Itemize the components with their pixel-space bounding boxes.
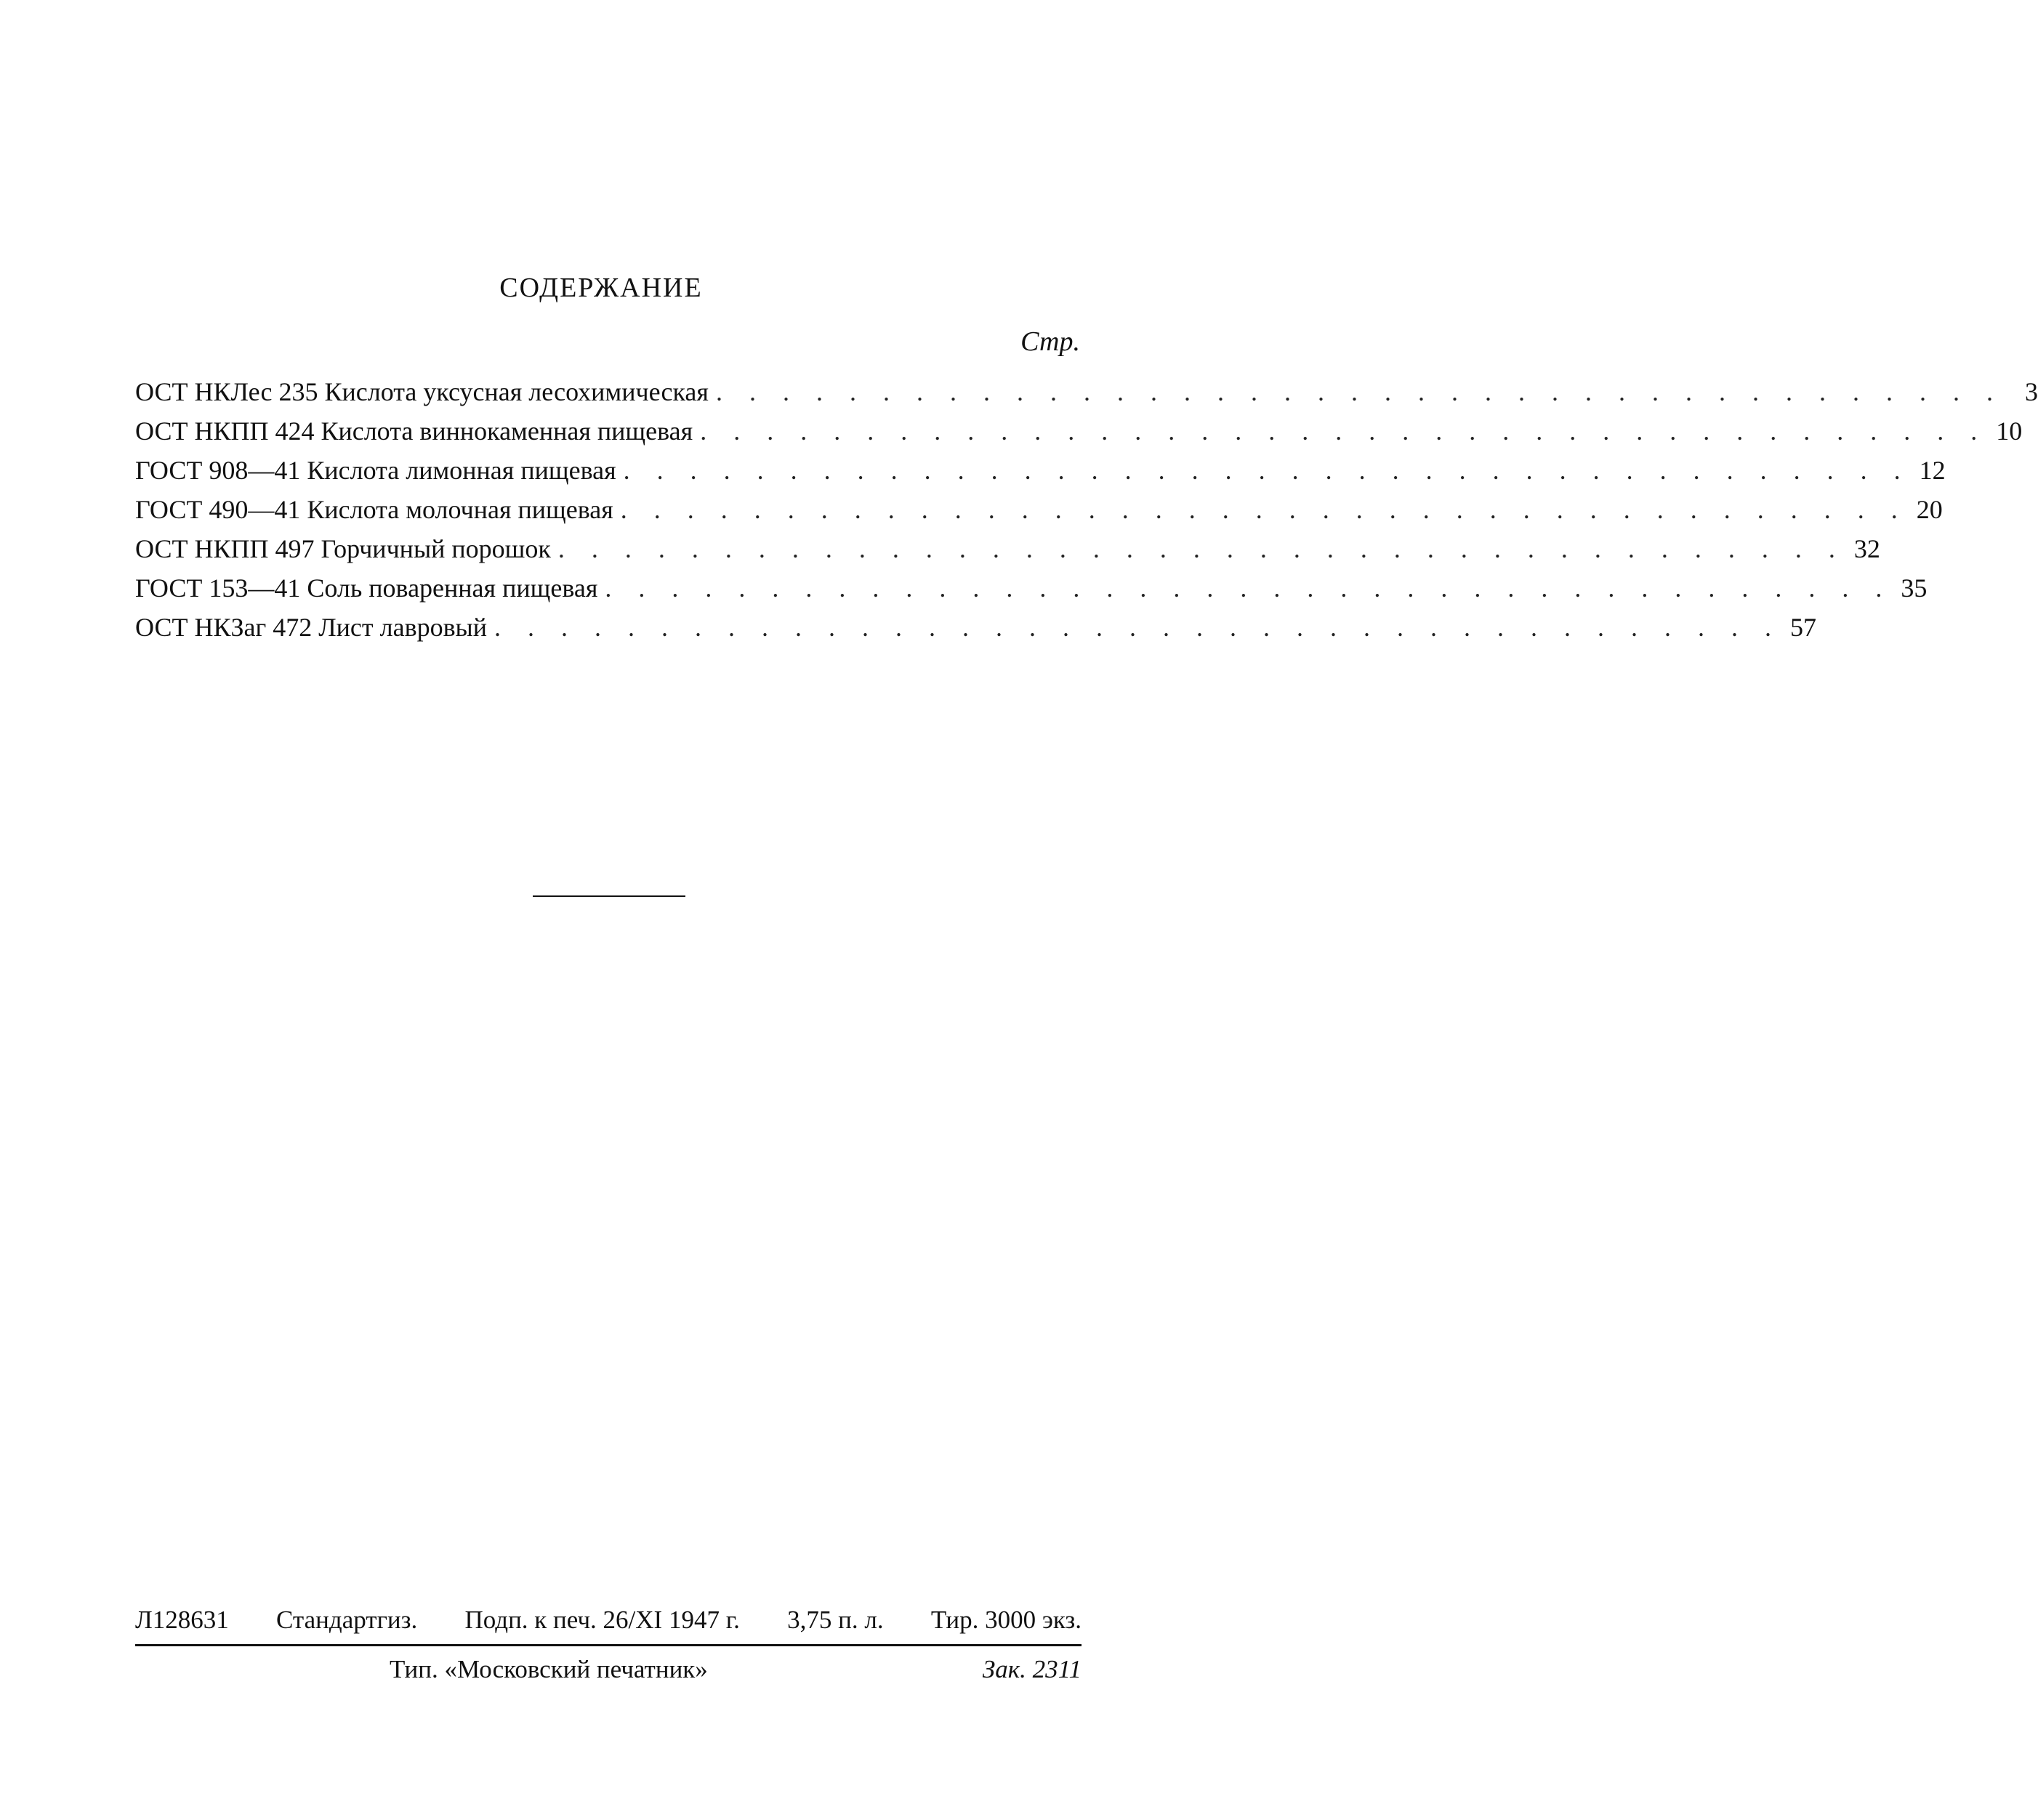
toc-entry-title: ОСТ НКЛес 235 Кислота уксусная лесохимическая bbox=[135, 377, 709, 406]
dot-leader: . . . . . . . . . . . . . . . . . . . . . . . . . . . . . . . . . . . . . . . bbox=[623, 456, 1911, 485]
dot-leader: . . . . . . . . . . . . . . . . . . . . . . . . . . . . . . . . . . . . . . . bbox=[620, 495, 1908, 524]
dot-leader: . . . . . . . . . . . . . . . . . . . . . . . . . . . . . . . . . . . . . . . bbox=[715, 377, 2003, 406]
toc-entry-title: ОСТ НКЗаг 472 Лист лавровый bbox=[135, 613, 488, 642]
dot-leader: . . . . . . . . . . . . . . . . . . . . . . . . . . . . . . . . . . . . . . . bbox=[494, 613, 1782, 642]
toc-entry-page: 32 bbox=[1853, 534, 1880, 563]
toc-entry-title: ОСТ НКПП 424 Кислота виннокаменная пищевая bbox=[135, 416, 693, 446]
toc-entry-title: ГОСТ 153—41 Соль поваренная пищевая bbox=[135, 573, 598, 603]
imprint-rule bbox=[135, 1644, 1082, 1646]
toc-entry-page: 57 bbox=[1790, 613, 1817, 642]
imprint-sheets: 3,75 п. л. bbox=[787, 1606, 884, 1634]
toc-entry[interactable] bbox=[135, 608, 1817, 647]
toc-entry-page: 3 bbox=[2024, 377, 2038, 406]
toc-entry[interactable] bbox=[135, 529, 1880, 568]
toc-entry[interactable] bbox=[135, 568, 1928, 608]
table-of-contents bbox=[135, 372, 2038, 647]
dot-leader: . . . . . . . . . . . . . . . . . . . . . . . . . . . . . . . . . . . . . . . bbox=[557, 534, 1845, 563]
imprint-line bbox=[135, 1603, 1082, 1637]
toc-entry[interactable] bbox=[135, 490, 1943, 529]
imprint-code: Л128631 bbox=[135, 1606, 229, 1634]
toc-entry[interactable] bbox=[135, 372, 2038, 411]
toc-entry-title: ГОСТ 490—41 Кислота молочная пищевая bbox=[135, 495, 613, 524]
toc-entry-page: 10 bbox=[1996, 416, 2023, 446]
toc-entry-title: ГОСТ 908—41 Кислота лимонная пищевая bbox=[135, 456, 616, 485]
imprint-print-run: Тир. 3000 экз. bbox=[930, 1606, 1082, 1634]
toc-entry[interactable] bbox=[135, 411, 2023, 451]
imprint-publisher: Стандартгиз. bbox=[276, 1606, 418, 1634]
page-column-label: Стр. bbox=[1020, 326, 1080, 357]
toc-entry-page: 20 bbox=[1916, 495, 1943, 524]
toc-entry-page: 12 bbox=[1919, 456, 1946, 485]
toc-entry-title: ОСТ НКПП 497 Горчичный порошок bbox=[135, 534, 551, 563]
dot-leader: . . . . . . . . . . . . . . . . . . . . . . . . . . . . . . . . . . . . . . . bbox=[700, 416, 1988, 446]
section-divider bbox=[533, 895, 685, 897]
order-number: Зак. 2311 bbox=[982, 1655, 1082, 1683]
toc-entry[interactable] bbox=[135, 451, 1946, 490]
printer-name: Тип. «Московский печатник» bbox=[390, 1655, 708, 1683]
dot-leader: . . . . . . . . . . . . . . . . . . . . . . . . . . . . . . . . . . . . . . . bbox=[605, 573, 1893, 603]
contents-heading: СОДЕРЖАНИЕ bbox=[499, 273, 703, 303]
toc-entry-page: 35 bbox=[1901, 573, 1928, 603]
imprint-signed-date: Подп. к печ. 26/XI 1947 г. bbox=[464, 1606, 740, 1634]
